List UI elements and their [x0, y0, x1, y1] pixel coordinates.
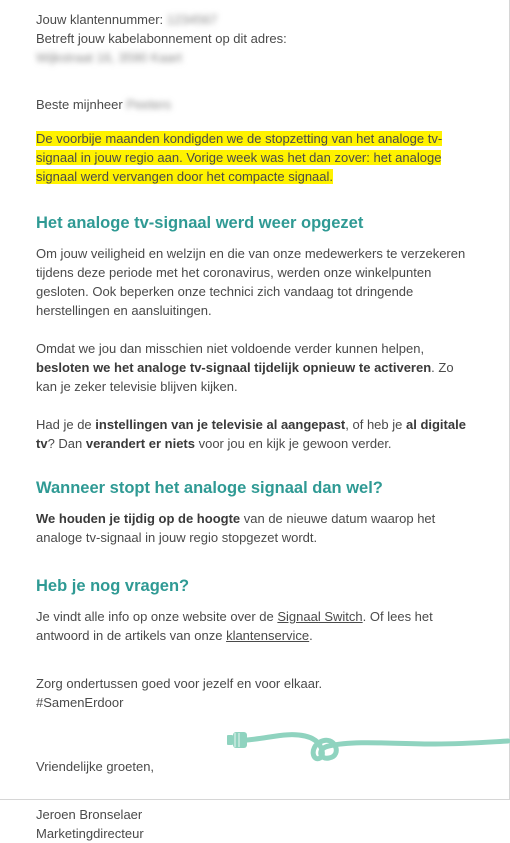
bold-text: besloten we het analoge tv-signaal tijdelijk opnieuw te activeren: [36, 360, 432, 375]
section1-paragraph-3: [36, 415, 476, 453]
text: ? Dan: [47, 436, 86, 451]
text: . Of lees het antwoord in de artikels van onze: [36, 609, 433, 643]
text: . Zo kan je zeker televisie blijven kijken.: [36, 360, 454, 394]
address-label: Betreft jouw kabelabonnement op dit adres:: [36, 31, 287, 46]
bold-text: We houden je tijdig op de hoogte: [36, 511, 241, 526]
section3-paragraph: [36, 607, 476, 645]
greeting: [36, 95, 476, 114]
section1-paragraph-2: [36, 339, 476, 396]
signature-name: Jeroen Bronselaer: [36, 807, 143, 822]
name-redacted: Peeters: [126, 97, 172, 112]
intro-line-3: signaal werd vervangen door het compacte signaal.: [36, 169, 334, 184]
section-heading-questions: Heb je nog vragen?: [36, 577, 190, 595]
text: van de nieuwe datum waarop het analoge tv-signaal in jouw regio stopgezet wordt.: [36, 511, 436, 545]
closing-line: Zorg ondertussen goed voor jezelf en voor elkaar.: [36, 676, 323, 691]
section1-paragraph-1: Om jouw veiligheid en welzijn en die van onze medewerkers te verzekeren tijdens deze periode met het coronavirus, werden onze winkelpunten gesloten. Ook beperken onze technici zich vandaag tot dringende herstellingen en aansluitingen.: [36, 246, 466, 318]
cable-line: [247, 735, 508, 759]
signature: [36, 805, 476, 843]
text: Je vindt alle info op onze website over de: [36, 609, 278, 624]
cable-decoration-icon: [225, 718, 510, 770]
section-heading-when-stop: Wanneer stopt het analoge signaal dan wel?: [36, 479, 383, 497]
regards: Vriendelijke groeten,: [36, 759, 155, 774]
signaal-switch-link[interactable]: Signaal Switch: [277, 609, 363, 624]
customer-number-line: [36, 10, 476, 29]
hashtag: #SamenErdoor: [36, 695, 124, 710]
address-redacted: Wijkstraat 16, 3590 Kaart: [36, 50, 182, 65]
signature-title: Marketingdirecteur: [36, 826, 144, 841]
customer-number-label: Jouw klantennummer:: [36, 12, 164, 27]
text: Omdat we jou dan misschien niet voldoende verder kunnen helpen,: [36, 341, 425, 356]
intro-highlight: [36, 129, 476, 186]
customer-number-redacted: 1234567: [166, 12, 218, 27]
cable-plug-tip: [227, 735, 233, 745]
klantenservice-link[interactable]: klantenservice: [226, 628, 310, 643]
salutation: Beste mijnheer: [36, 97, 123, 112]
email-header: [36, 10, 476, 67]
text: , of heb je: [345, 417, 406, 432]
text: Had je de: [36, 417, 96, 432]
bold-text: al digitale tv: [36, 417, 466, 451]
text: voor jou en kijk je gewoon verder.: [194, 436, 392, 451]
closing: [36, 674, 476, 712]
address-line: [36, 48, 476, 67]
intro-line-1: De voorbije maanden kondigden we de stopzetting van het analoge tv-: [36, 131, 443, 146]
section-heading-signal-restored: Het analoge tv-signaal werd weer opgezet: [36, 214, 364, 232]
intro-line-2: signaal in jouw regio aan. Vorige week was het dan zover: het analoge: [36, 150, 442, 165]
bold-text: instellingen van je televisie al aangepast: [95, 417, 346, 432]
section2-paragraph: [36, 509, 476, 547]
bold-text: verandert er niets: [85, 436, 195, 451]
text: .: [309, 628, 313, 643]
